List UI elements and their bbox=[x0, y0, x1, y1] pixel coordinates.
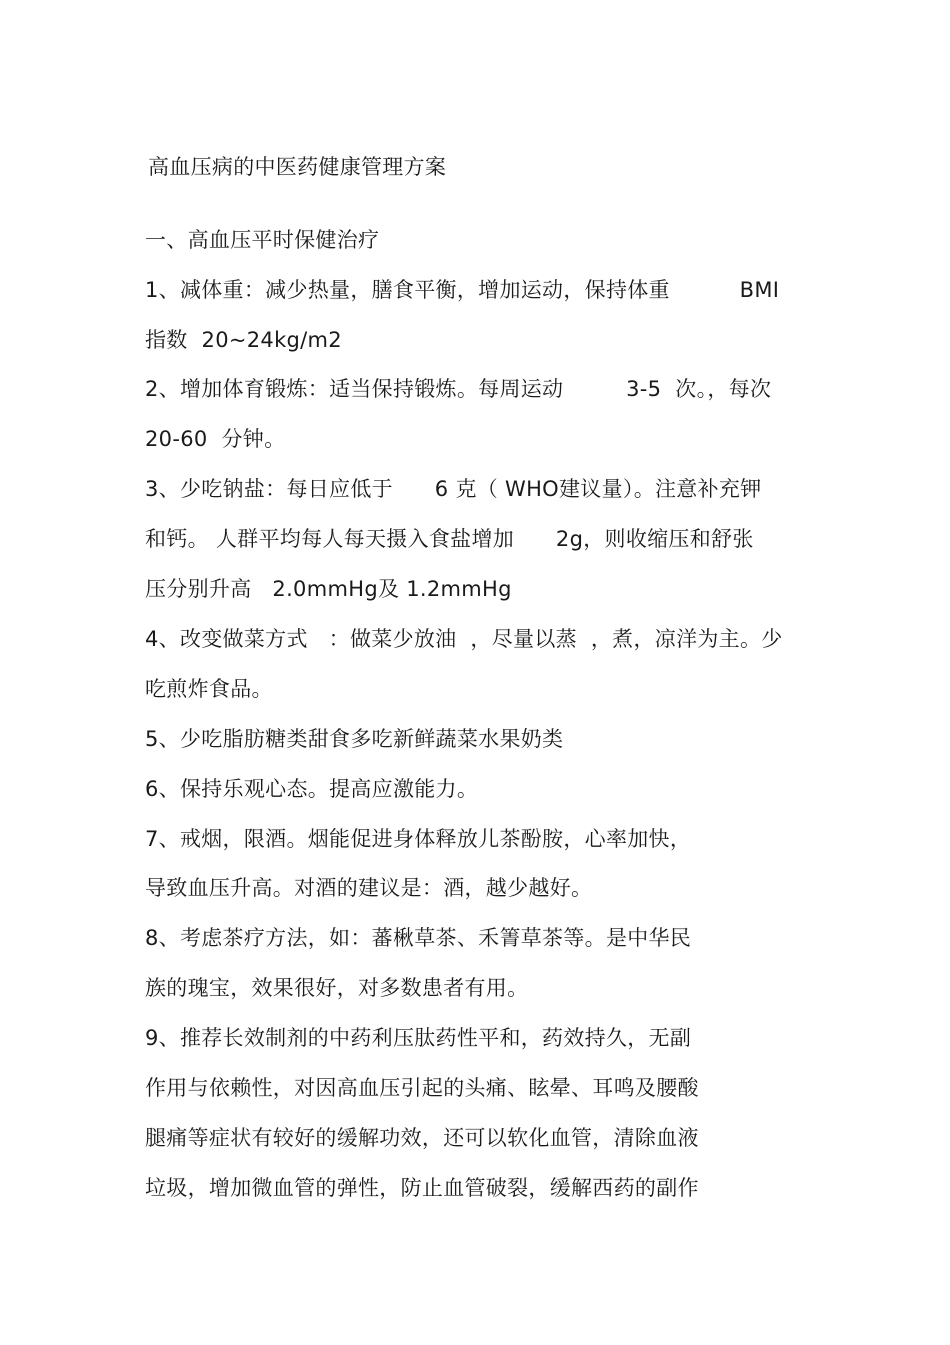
body-line: 压分别升高 2.0mmHg及 1.2mmHg bbox=[145, 577, 512, 601]
body-line: 族的瑰宝，效果很好，对多数患者有用。 bbox=[145, 976, 529, 1000]
body-line: 2、增加体育锻炼：适当保持锻炼。每周运动 3-5 次。，每次 bbox=[145, 377, 772, 401]
body-line: 指数 20~24kg/m2 bbox=[145, 328, 342, 352]
body-line: 垃圾，增加微血管的弹性，防止血管破裂，缓解西药的副作 bbox=[145, 1176, 699, 1200]
body-line: 5、少吃脂肪糖类甜食多吃新鲜蔬菜水果奶类 bbox=[145, 727, 564, 751]
document-title: 高血压病的中医药健康管理方案 bbox=[148, 155, 447, 179]
body-line: 和钙。 人群平均每人每天摄入食盐增加 2g，则收缩压和舒张 bbox=[145, 527, 754, 551]
body-line: 20-60 分钟。 bbox=[145, 427, 286, 451]
body-line: 导致血压升高。对酒的建议是：酒，越少越好。 bbox=[145, 876, 593, 900]
section-heading: 一、高血压平时保健治疗 bbox=[145, 228, 380, 252]
body-line: 6、保持乐观心态。提高应激能力。 bbox=[145, 777, 479, 801]
body-line: 腿痛等症状有较好的缓解功效，还可以软化血管，清除血液 bbox=[145, 1126, 699, 1150]
body-line: 作用与依赖性，对因高血压引起的头痛、眩晕、耳鸣及腰酸 bbox=[145, 1076, 699, 1100]
body-line: 1、减体重：减少热量，膳食平衡，增加运动，保持体重 BMI bbox=[145, 278, 780, 302]
body-line: 4、改变做菜方式 ：做菜少放油 ，尽量以蒸 ，煮，凉洋为主。少 bbox=[145, 627, 783, 651]
body-line: 9、推荐长效制剂的中药利压肽药性平和，药效持久，无副 bbox=[145, 1026, 692, 1050]
body-line: 7、戒烟，限酒。烟能促进身体释放儿茶酚胺，心率加快， bbox=[145, 827, 692, 851]
body-line: 8、考虑茶疗方法，如：蕃楸草茶、禾箐草茶等。是中华民 bbox=[145, 926, 692, 950]
body-line: 吃煎炸食品。 bbox=[145, 677, 273, 701]
body-line: 3、少吃钠盐：每日应低于 6 克（ WHO建议量）。注意补充钾 bbox=[145, 477, 762, 501]
